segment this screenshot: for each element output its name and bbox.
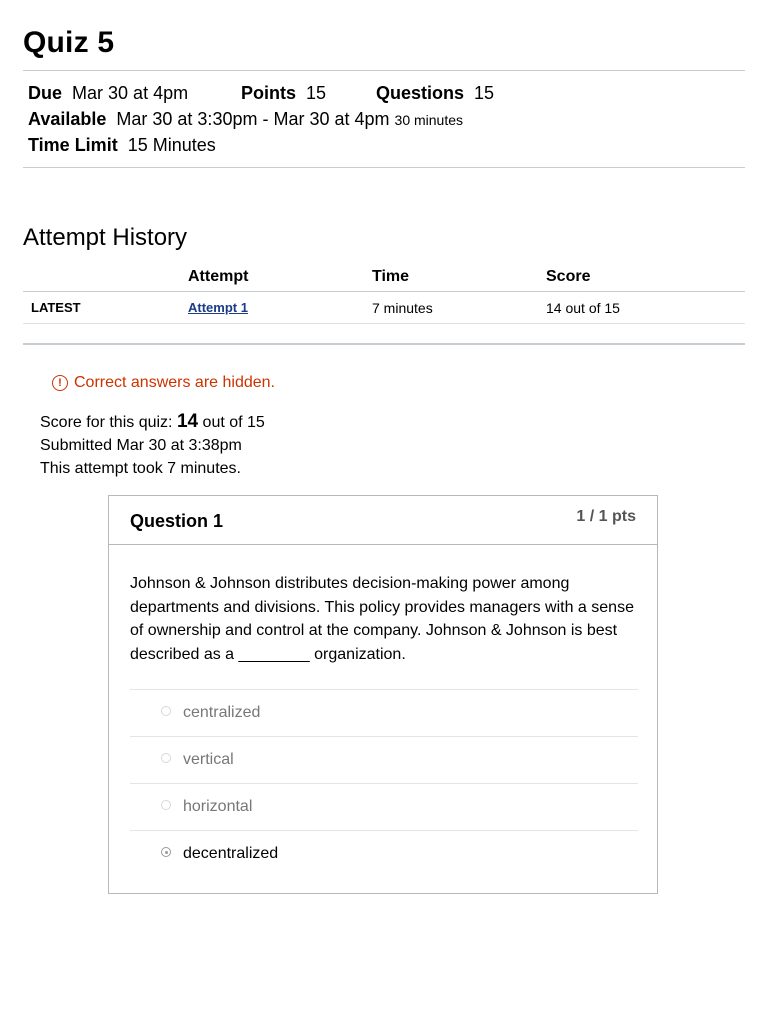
points-label: Points [241,83,297,103]
divider [23,70,745,71]
column-header-time: Time [372,268,410,285]
points-value: 15 [306,83,327,103]
due-item [28,83,188,104]
correct-answers-hidden-notice [52,374,275,392]
quiz-title: Quiz 5 [23,26,115,59]
score-line [40,411,265,433]
score-suffix: out of 15 [202,414,265,431]
questions-value: 15 [474,83,495,103]
quiz-meta-row-2 [28,109,463,130]
score-value: 14 [176,411,199,432]
table-divider [23,323,745,324]
quiz-meta-row-1 [28,83,728,107]
answer-label: centralized [183,704,261,721]
answer-label: decentralized [183,845,279,862]
notice-text: Correct answers are hidden. [74,374,275,391]
question-header [109,496,657,545]
submitted-line: Submitted Mar 30 at 3:38pm [40,437,242,454]
time-limit-label: Time Limit [28,135,118,155]
questions-label: Questions [376,83,465,103]
section-divider [23,343,745,345]
column-header-attempt: Attempt [188,268,249,285]
points-item [241,83,326,104]
question-title: Question 1 [130,511,224,531]
column-header-score: Score [546,268,591,285]
question-points: 1 / 1 pts [576,508,636,525]
answer-label: horizontal [183,798,253,815]
answer-option[interactable] [130,689,638,736]
warning-icon: ! [52,375,68,391]
attempt-time: 7 minutes [372,300,433,316]
divider [23,167,745,168]
answer-list [130,689,638,877]
score-prefix: Score for this quiz: [40,414,173,431]
time-limit-value: 15 Minutes [127,135,216,155]
answer-option[interactable] [130,736,638,783]
due-label: Due [28,83,63,103]
available-duration: 30 minutes [394,112,464,128]
answer-option-selected[interactable] [130,830,638,877]
attempt-history-heading: Attempt History [23,224,188,251]
question-card [108,495,658,894]
question-text: Johnson & Johnson distributes decision-making power among departments and divisions. This policy provides managers with a sense of ownership and control at the company. Johnson & Johnson is best described as a ________ organization. [130,575,634,663]
due-value: Mar 30 at 4pm [72,83,189,103]
radio-button[interactable] [161,753,171,763]
latest-tag: LATEST [31,300,81,315]
radio-button[interactable] [161,800,171,810]
available-label: Available [28,109,107,129]
attempt-score: 14 out of 15 [546,300,620,316]
answer-label: vertical [183,751,234,768]
attempt-1-link[interactable]: Attempt 1 [188,300,248,315]
answer-option[interactable] [130,783,638,830]
duration-line: This attempt took 7 minutes. [40,460,241,477]
radio-button-checked[interactable] [161,847,171,857]
quiz-meta-row-3 [28,135,216,156]
radio-button[interactable] [161,706,171,716]
questions-item [376,83,494,104]
available-value: Mar 30 at 3:30pm - Mar 30 at 4pm [116,109,390,129]
table-divider [23,291,745,292]
